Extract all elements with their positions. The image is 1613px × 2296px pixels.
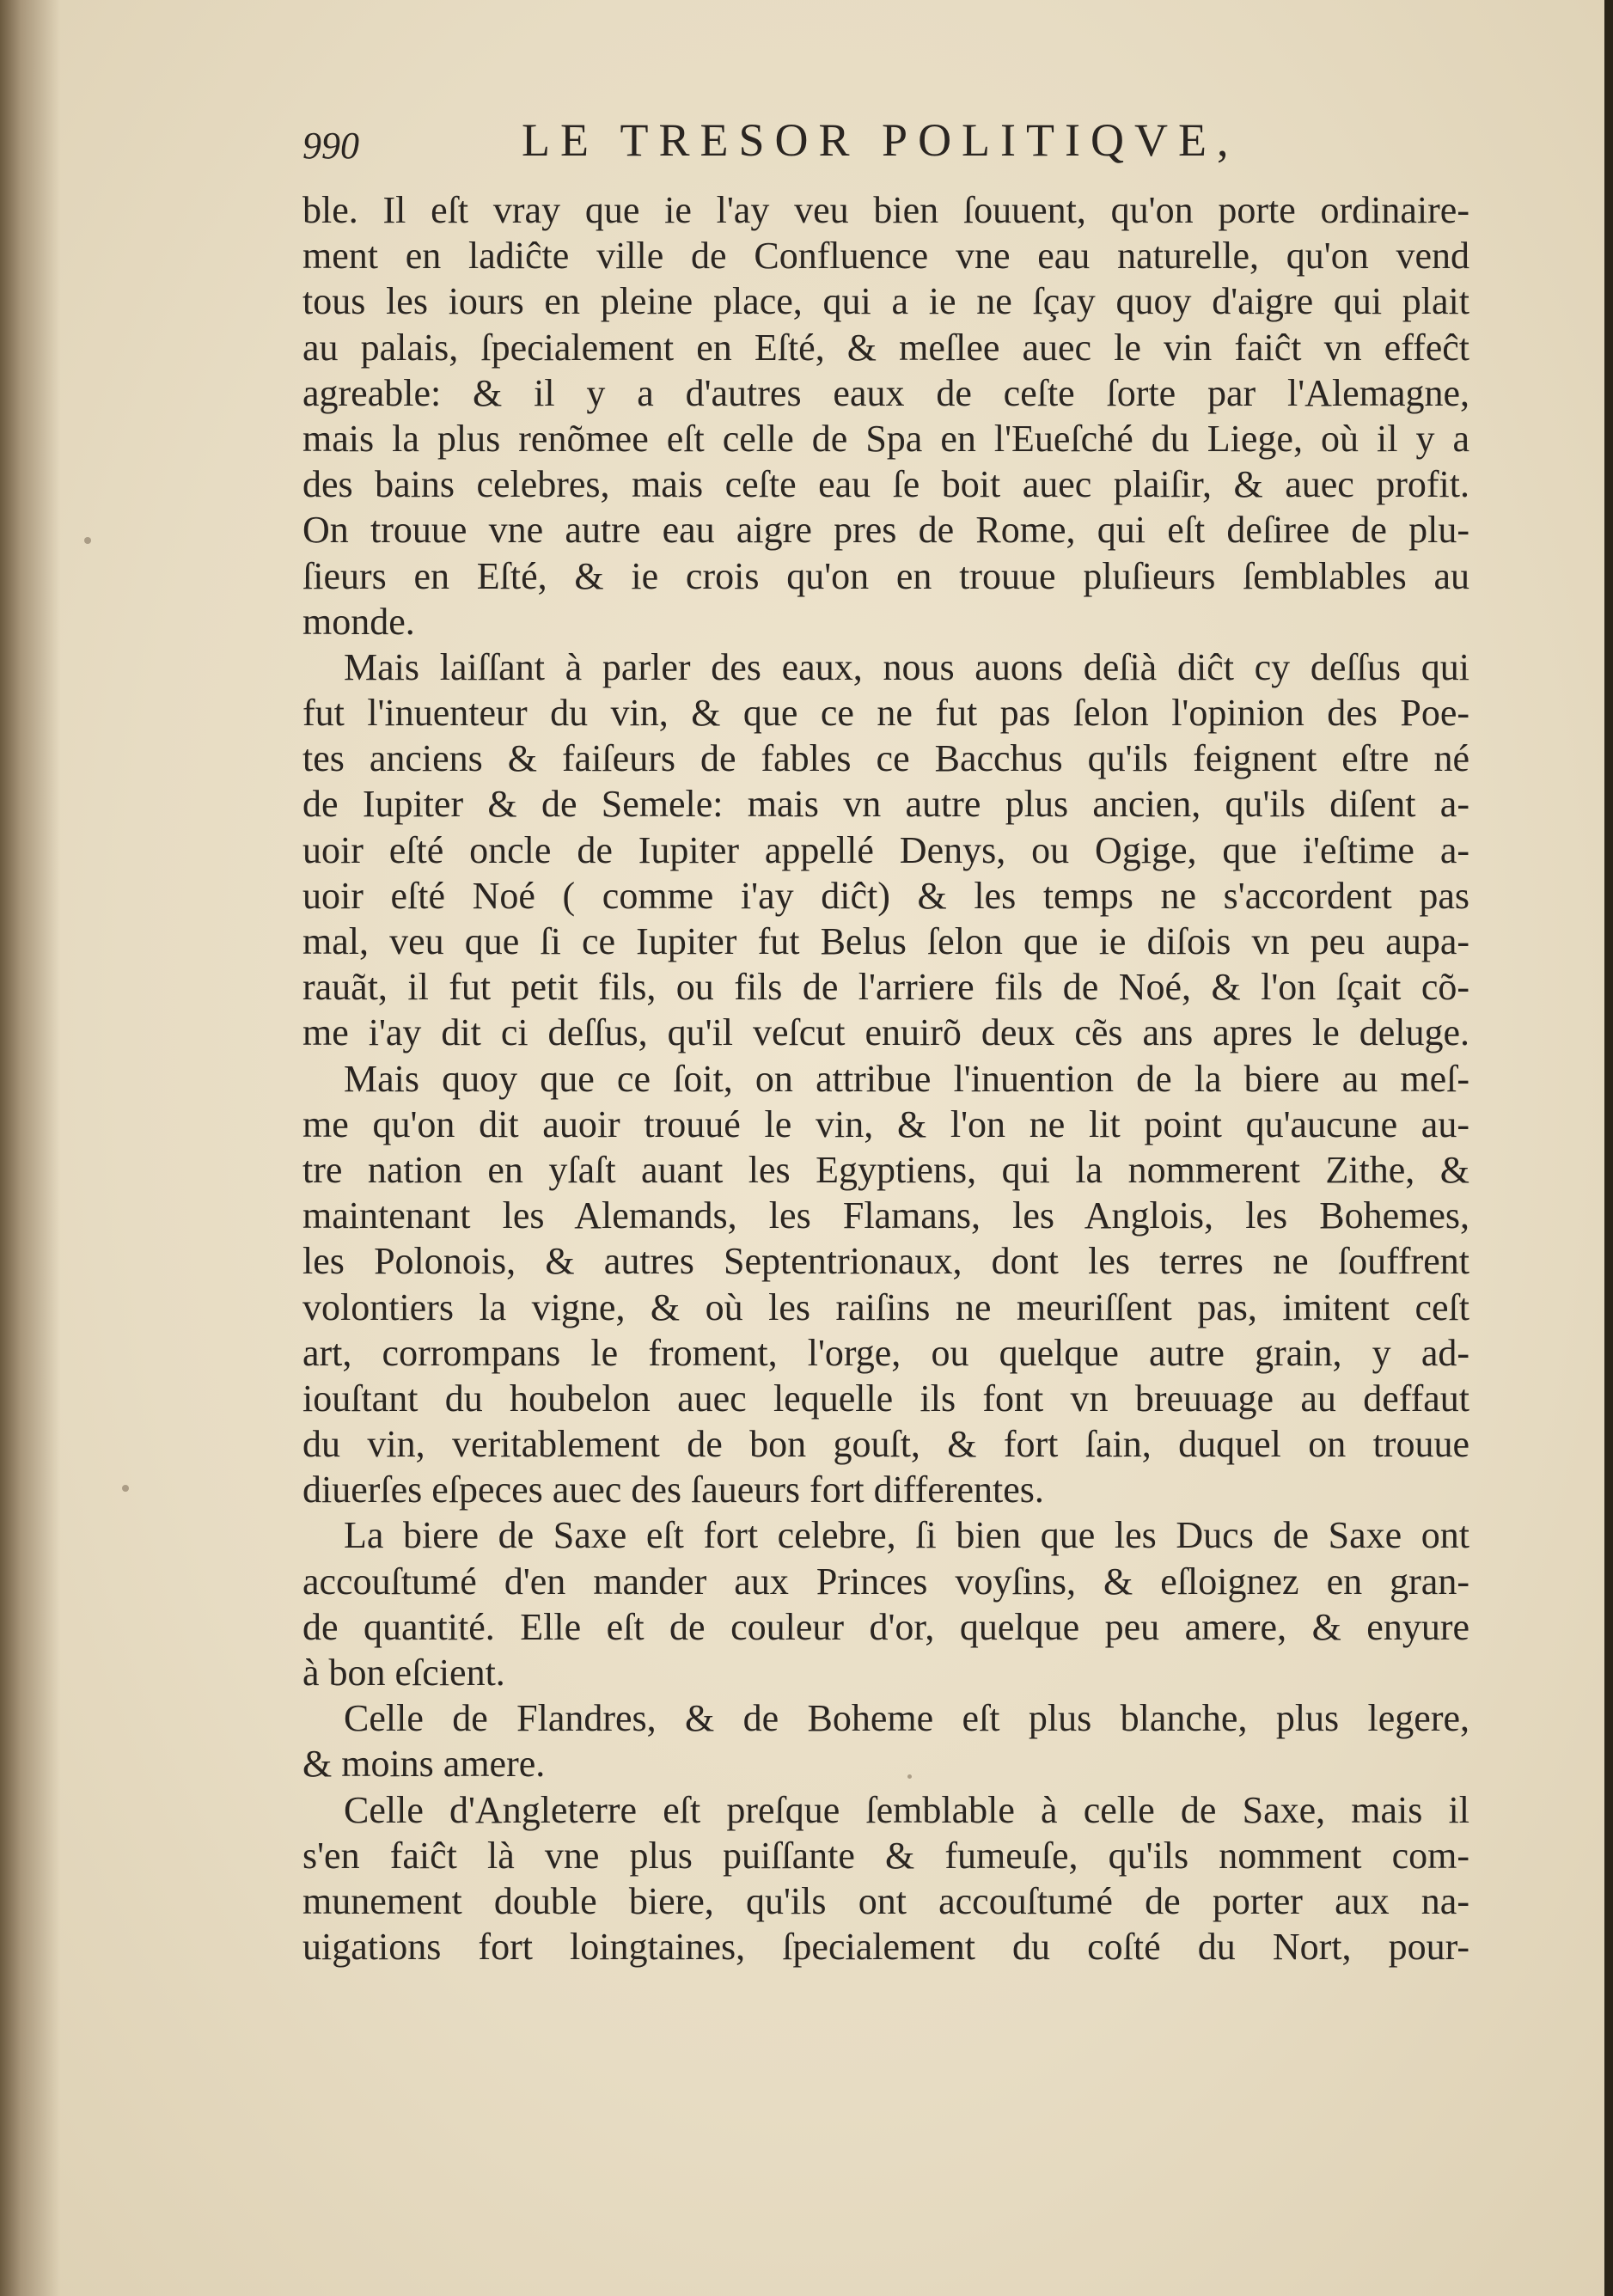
text-line: accouſtumé d'en mander aux Princes voyſins, & eſloignez en gran- — [302, 1560, 1469, 1603]
text-line: munement double biere, qu'ils ont accouſtumé de porter aux na- — [302, 1879, 1469, 1922]
page-edge — [1604, 0, 1613, 2296]
text-line: agreable: & il y a d'autres eaux de ceſte ſorte par l'Alemagne, — [302, 371, 1469, 414]
text-line: tre nation en yſaſt auant les Egyptiens, qui la nommerent Zithe, & — [302, 1148, 1469, 1191]
text-line: me qu'on dit auoir trouué le vin, & l'on ne lit point qu'aucune au- — [302, 1102, 1469, 1145]
text-line: s'en faiĉt là vne plus puiſſante & fumeuſe, qu'ils nomment com- — [302, 1834, 1469, 1877]
text-line: & moins amere. — [302, 1743, 546, 1786]
text-line: Mais quoy que ce ſoit, on attribue l'inuention de la biere au meſ- — [344, 1057, 1469, 1100]
text-line: rauãt, il fut petit fils, ou fils de l'arriere fils de Noé, & l'on ſçait cõ- — [302, 966, 1469, 1009]
running-title: LE TRESOR POLITIQVE, — [522, 114, 1239, 166]
text-line: mal, veu que ſi ce Iupiter fut Belus ſelon que ie diſois vn peu aupa- — [302, 920, 1469, 962]
paper-speck — [122, 1485, 129, 1492]
text-line: du vin, veritablement de bon gouſt, & fort ſain, duquel on trouue — [302, 1423, 1469, 1466]
text-line: au palais, ſpecialement en Eſté, & meſlee auec le vin faiĉt vn effeĉt — [302, 326, 1469, 369]
text-line: fut l'inuenteur du vin, & que ce ne fut pas ſelon l'opinion des Poe- — [302, 692, 1469, 735]
text-line: volontiers la vigne, & où les raiſins ne meuriſſent pas, imitent ceſt — [302, 1285, 1469, 1328]
text-line: art, corrompans le froment, l'orge, ou quelque autre grain, y ad- — [302, 1331, 1469, 1374]
text-line: iouſtant du houbelon auec lequelle ils font vn breuuage au deffaut — [302, 1377, 1469, 1420]
text-line: maintenant les Alemands, les Flamans, les Anglois, les Bohemes, — [302, 1194, 1469, 1237]
text-line: uoir eſté oncle de Iupiter appellé Denys, ou Ogige, que i'eſtime a- — [302, 828, 1469, 871]
text-line: uigations fort loingtaines, ſpecialement du coſté du Nort, pour- — [302, 1926, 1469, 1969]
text-line: Celle de Flandres, & de Boheme eſt plus blanche, plus legere, — [344, 1697, 1469, 1740]
text-line: uoir eſté Noé ( comme i'ay diĉt) & les temps ne s'accordent pas — [302, 874, 1469, 917]
text-line: Celle d'Angleterre eſt preſque ſemblable à celle de Saxe, mais il — [344, 1788, 1469, 1831]
text-line: ble. Il eſt vray que ie l'ay veu bien ſouuent, qu'on porte ordinaire- — [302, 189, 1469, 231]
text-line: On trouue vne autre eau aigre pres de Rome, qui eſt deſiree de plu- — [302, 509, 1469, 552]
text-line: La biere de Saxe eſt fort celebre, ſi bien que les Ducs de Saxe ont — [344, 1514, 1469, 1557]
page-number: 990 — [302, 125, 359, 167]
text-line: tous les iours en pleine place, qui a ie ne ſçay quoy d'aigre qui plait — [302, 280, 1469, 323]
text-line: de quantité. Elle eſt de couleur d'or, quelque peu amere, & enyure — [302, 1605, 1469, 1648]
text-line: de Iupiter & de Semele: mais vn autre plus ancien, qu'ils diſent a- — [302, 783, 1469, 826]
body-text — [302, 187, 1469, 1969]
paper-speck — [84, 537, 91, 544]
text-line: Mais laiſſant à parler des eaux, nous auons deſià diĉt cy deſſus qui — [344, 645, 1469, 688]
binding-gutter-shadow — [0, 0, 60, 2296]
text-line: à bon eſcient. — [302, 1652, 505, 1694]
text-line: ment en ladiĉte ville de Confluence vne eau naturelle, qu'on vend — [302, 235, 1469, 278]
text-line: ſieurs en Eſté, & ie crois qu'on en trouue pluſieurs ſemblables au — [302, 554, 1469, 597]
text-line: monde. — [302, 600, 415, 643]
text-line: des bains celebres, mais ceſte eau ſe boit auec plaiſir, & auec profit. — [302, 463, 1469, 506]
text-line: tes anciens & faiſeurs de fables ce Bacchus qu'ils feignent eſtre né — [302, 737, 1469, 780]
text-line: diuerſes eſpeces auec des ſaueurs fort differentes. — [302, 1469, 1044, 1511]
running-head — [302, 113, 1317, 182]
text-line: mais la plus renõmee eſt celle de Spa en l'Eueſché du Liege, où il y a — [302, 417, 1469, 460]
text-line: les Polonois, & autres Septentrionaux, dont les terres ne ſouffrent — [302, 1240, 1469, 1283]
text-line: me i'ay dit ci deſſus, qu'il veſcut enuirõ deux cẽs ans apres le deluge. — [302, 1011, 1469, 1054]
